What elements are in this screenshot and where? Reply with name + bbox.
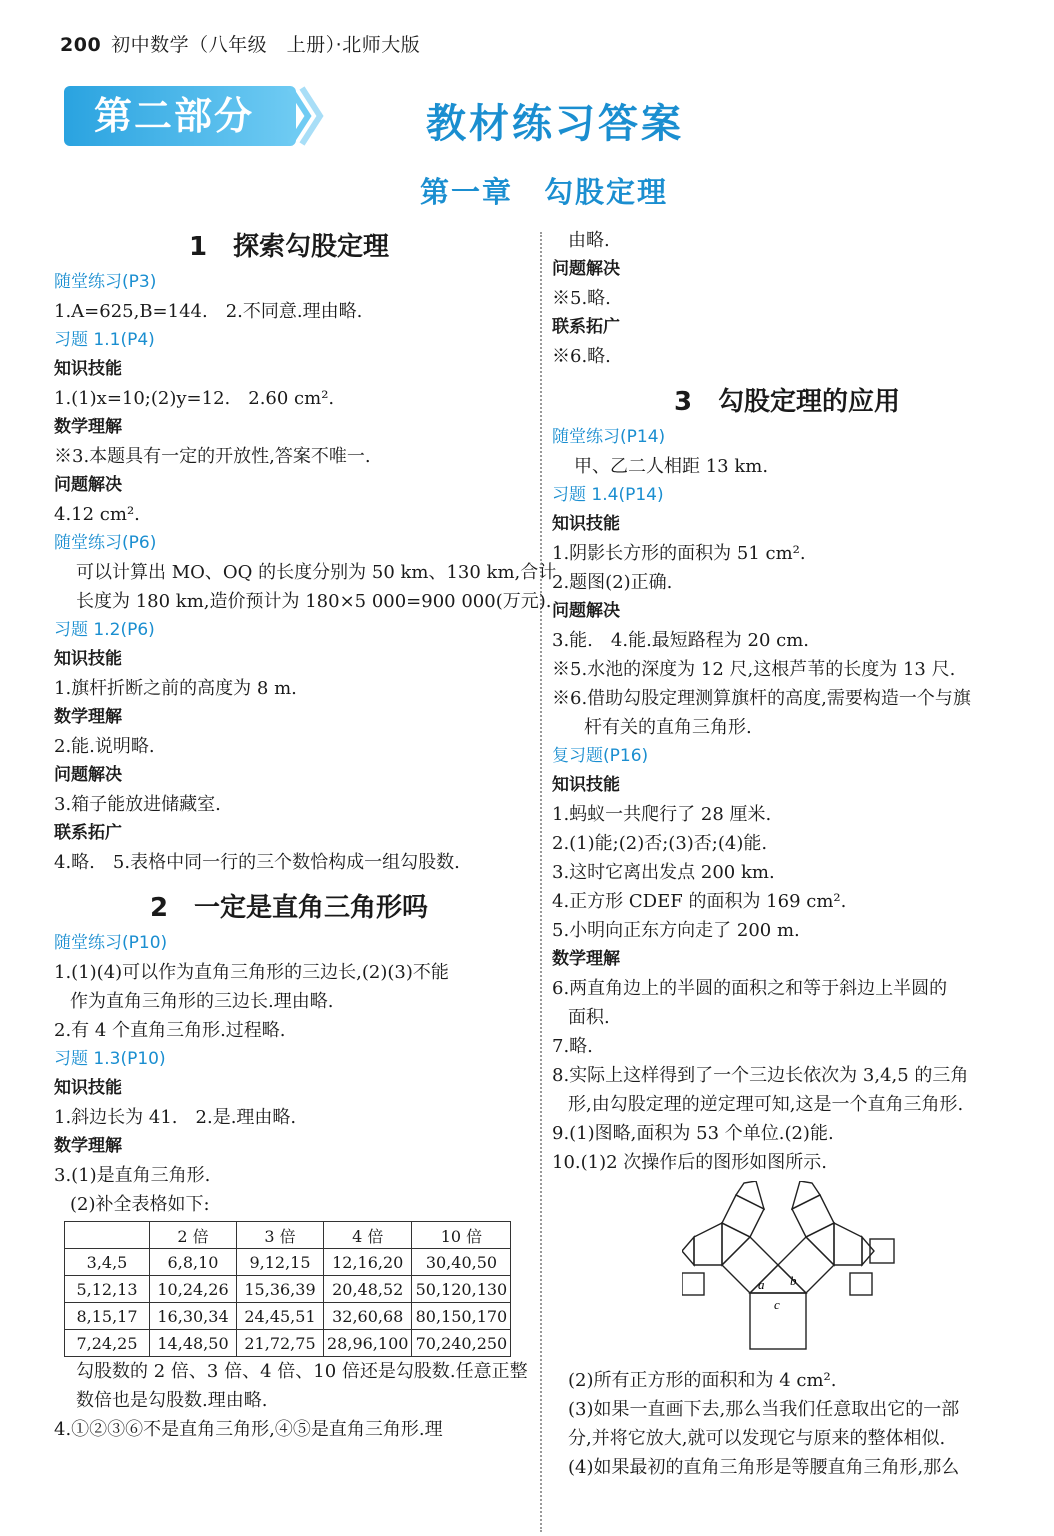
subsection-heading: 习题 1.4(P14): [552, 485, 664, 505]
table-cell: 3,4,5: [65, 1249, 150, 1276]
answer-line: 面积.: [568, 1007, 610, 1028]
table-row: [65, 1276, 511, 1303]
answer-line: ※6.借助勾股定理测算旗杆的高度,需要构造一个与旗: [552, 688, 971, 709]
table-cell: 9,12,15: [237, 1249, 324, 1276]
left-column: [54, 226, 557, 1444]
table-row: [65, 1249, 511, 1276]
answer-line: 作为直角三角形的三边长.理由略.: [70, 991, 334, 1012]
category-heading: 数学理解: [552, 949, 620, 969]
answer-line: 2.有 4 个直角三角形.过程略.: [54, 1020, 286, 1041]
table-cell: 14,48,50: [150, 1330, 237, 1357]
answer-line: 分,并将它放大,就可以发现它与原来的整体相似.: [568, 1428, 946, 1449]
category-heading: 联系拓广: [54, 823, 122, 843]
answer-line: 1.(1)x=10;(2)y=12. 2.60 cm².: [54, 388, 335, 409]
label-c: c: [774, 1297, 780, 1312]
table-cell: 30,40,50: [412, 1249, 511, 1276]
answer-line: 数倍也是勾股数.理由略.: [76, 1390, 268, 1411]
table-cell: 5,12,13: [65, 1276, 150, 1303]
category-heading: 数学理解: [54, 707, 122, 727]
answer-line: 1.蚂蚁一共爬行了 28 厘米.: [552, 804, 772, 825]
pythagorean-multiples-table: [64, 1221, 511, 1357]
answer-line: 甲、乙二人相距 13 km.: [574, 456, 769, 477]
answer-line: 1.A=625,B=144. 2.不同意.理由略.: [54, 301, 363, 322]
category-heading: 知识技能: [54, 649, 122, 669]
label-b: b: [790, 1273, 797, 1288]
pythagoras-tree-figure: [682, 1181, 912, 1361]
subsection-heading: 随堂练习(P6): [54, 533, 157, 553]
table-cell: 24,45,51: [237, 1303, 324, 1330]
category-heading: 联系拓广: [552, 317, 620, 337]
table-cell: 10,24,26: [150, 1276, 237, 1303]
answer-line: 1.旗杆折断之前的高度为 8 m.: [54, 678, 297, 699]
category-heading: 知识技能: [552, 775, 620, 795]
answer-line: 1.斜边长为 41. 2.是.理由略.: [54, 1107, 297, 1128]
section-title: 2 一定是直角三角形吗: [149, 893, 429, 923]
table-cell: 16,30,34: [150, 1303, 237, 1330]
subsection-heading: 习题 1.1(P4): [54, 330, 155, 350]
subsection-heading: 随堂练习(P10): [54, 933, 168, 953]
table-header-cell: [65, 1222, 150, 1249]
answer-line: 7.略.: [552, 1036, 593, 1057]
answer-line: ※5.略.: [552, 288, 611, 309]
square-a: [722, 1237, 778, 1293]
answer-line: (2)所有正方形的面积和为 4 cm².: [568, 1370, 837, 1391]
table-header-row: [65, 1222, 511, 1249]
category-heading: 问题解决: [552, 601, 620, 621]
answer-line: 可以计算出 MO、OQ 的长度分别为 50 km、130 km,合计: [76, 562, 557, 583]
table-cell: 21,72,75: [237, 1330, 324, 1357]
answer-line: ※5.水池的深度为 12 尺,这根芦苇的长度为 13 尺.: [552, 659, 956, 680]
category-heading: 问题解决: [552, 259, 620, 279]
table-row: [65, 1330, 511, 1357]
chapter-title: 第一章 勾股定理: [420, 175, 669, 209]
answer-line: ※3.本题具有一定的开放性,答案不唯一.: [54, 446, 371, 467]
subsection-heading: 复习题(P16): [552, 746, 649, 766]
label-a: a: [758, 1277, 765, 1292]
answer-line: 4.略. 5.表格中同一行的三个数恰构成一组勾股数.: [54, 852, 460, 873]
answer-line: 长度为 180 km,造价预计为 180×5 000=900 000(万元).: [76, 591, 552, 612]
answer-line: 10.(1)2 次操作后的图形如图所示.: [552, 1152, 828, 1173]
table-cell: 20,48,52: [324, 1276, 412, 1303]
section-title: 1 探索勾股定理: [188, 232, 390, 262]
subsection-heading: 随堂练习(P3): [54, 272, 157, 292]
page-header: [60, 30, 420, 57]
subsection-heading: 习题 1.2(P6): [54, 620, 155, 640]
answer-line: 4.正方形 CDEF 的面积为 169 cm².: [552, 891, 847, 912]
table-cell: 50,120,130: [412, 1276, 511, 1303]
book-title: 初中数学（八年级 上册）·北师大版: [111, 34, 421, 56]
table-cell: 8,15,17: [65, 1303, 150, 1330]
table-cell: 80,150,170: [412, 1303, 511, 1330]
section-title: 3 勾股定理的应用: [673, 387, 901, 417]
category-heading: 知识技能: [552, 514, 620, 534]
square-b: [778, 1237, 834, 1293]
answer-line: 1.阴影长方形的面积为 51 cm².: [552, 543, 806, 564]
answer-line: 1.(1)(4)可以作为直角三角形的三边长,(2)(3)不能: [54, 962, 449, 983]
part-banner: 第二部分: [64, 86, 296, 146]
category-heading: 数学理解: [54, 1136, 122, 1156]
answer-line: 5.小明向正东方向走了 200 m.: [552, 920, 800, 941]
category-heading: 知识技能: [54, 359, 122, 379]
table-header-cell: 3 倍: [237, 1222, 324, 1249]
answer-line: 杆有关的直角三角形.: [584, 717, 752, 738]
answer-line: (4)如果最初的直角三角形是等腰直角三角形,那么: [568, 1457, 960, 1478]
answer-line: 6.两直角边上的半圆的面积之和等于斜边上半圆的: [552, 978, 948, 999]
answer-line: 由略.: [568, 230, 610, 251]
table-header-cell: 2 倍: [150, 1222, 237, 1249]
category-heading: 数学理解: [54, 417, 122, 437]
right-column: [552, 226, 1022, 1482]
answer-line: 2.能.说明略.: [54, 736, 155, 757]
table-header-cell: 10 倍: [412, 1222, 511, 1249]
subsection-heading: 习题 1.3(P10): [54, 1049, 166, 1069]
answer-line: 9.(1)图略,面积为 53 个单位.(2)能.: [552, 1123, 834, 1144]
answer-line: (3)如果一直画下去,那么当我们任意取出它的一部: [568, 1399, 960, 1420]
subsection-heading: 随堂练习(P14): [552, 427, 666, 447]
answer-line: 2.(1)能;(2)否;(3)否;(4)能.: [552, 833, 768, 854]
table-row: [65, 1303, 511, 1330]
table-cell: 7,24,25: [65, 1330, 150, 1357]
answer-line: 3.能. 4.能.最短路程为 20 cm.: [552, 630, 810, 651]
table-cell: 15,36,39: [237, 1276, 324, 1303]
answer-line: 4.12 cm².: [54, 504, 140, 525]
answer-line: 勾股数的 2 倍、3 倍、4 倍、10 倍还是勾股数.任意正整: [76, 1361, 528, 1382]
category-heading: 知识技能: [54, 1078, 122, 1098]
table-cell: 28,96,100: [324, 1330, 412, 1357]
column-divider: [540, 232, 542, 1532]
answer-line: (2)补全表格如下:: [70, 1194, 210, 1215]
category-heading: 问题解决: [54, 475, 122, 495]
answer-line: 4.①②③⑥不是直角三角形,④⑤是直角三角形.理: [54, 1419, 443, 1440]
answer-line: ※6.略.: [552, 346, 611, 367]
answer-line: 3.箱子能放进储藏室.: [54, 794, 221, 815]
table-cell: 12,16,20: [324, 1249, 412, 1276]
page-number: 200: [60, 34, 102, 56]
answer-line: 2.题图(2)正确.: [552, 572, 673, 593]
category-heading: 问题解决: [54, 765, 122, 785]
table-cell: 32,60,68: [324, 1303, 412, 1330]
table-cell: 6,8,10: [150, 1249, 237, 1276]
answer-line: 3.(1)是直角三角形.: [54, 1165, 211, 1186]
part-title: 教材练习答案: [426, 101, 684, 147]
chevron-right-icon: [284, 80, 324, 152]
answer-line: 8.实际上这样得到了一个三边长依次为 3,4,5 的三角: [552, 1065, 969, 1086]
table-cell: 70,240,250: [412, 1330, 511, 1357]
answer-line: 形,由勾股定理的逆定理可知,这是一个直角三角形.: [568, 1094, 964, 1115]
answer-line: 3.这时它离出发点 200 km.: [552, 862, 775, 883]
table-header-cell: 4 倍: [324, 1222, 412, 1249]
